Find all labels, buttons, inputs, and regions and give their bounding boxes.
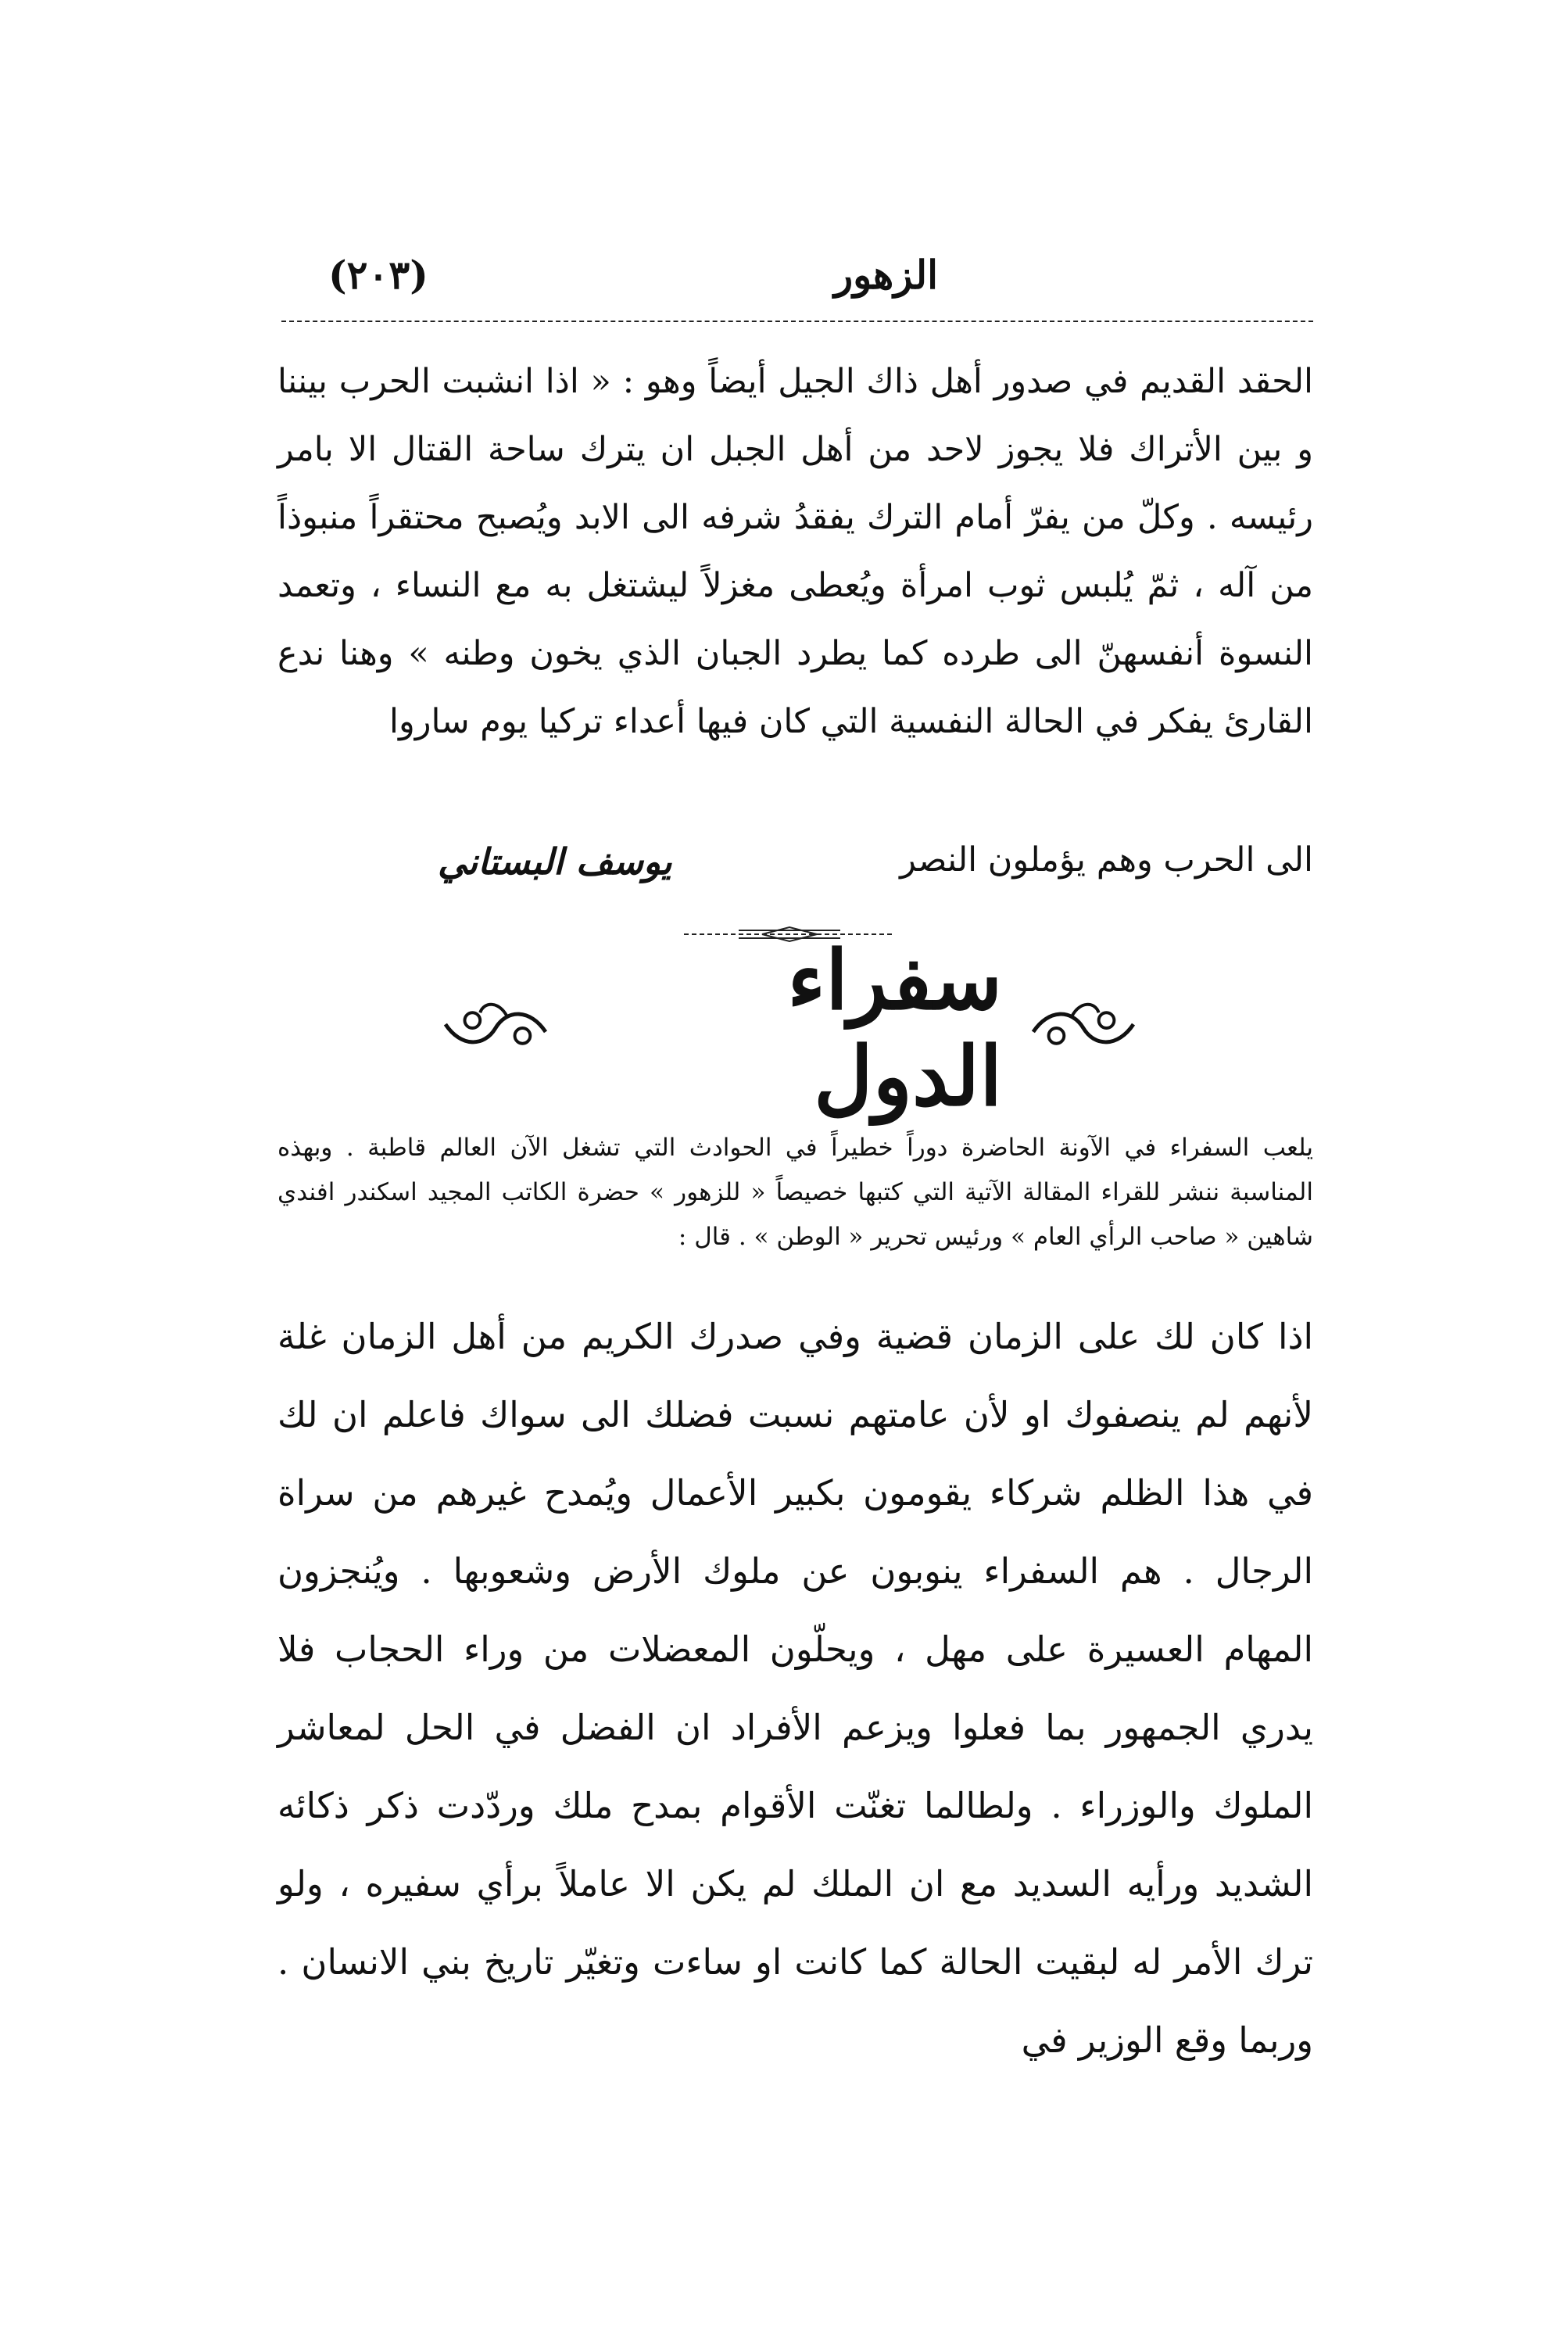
author-signature: يوسف البستاني <box>438 840 672 883</box>
closing-line <box>277 840 1313 911</box>
section-heading <box>438 932 1141 1124</box>
closing-text: الى الحرب وهم يؤملون النصر <box>900 840 1313 880</box>
section-title: سفراء الدول <box>787 932 1003 1124</box>
header-rule <box>281 321 1313 322</box>
body-paragraph-top: الحقد القديم في صدور أهل ذاك الجيل أيضاً وهو : « اذا انشبت الحرب بيننا و بين الأتراك فلا يجوز لاحد من أهل الجبل ان يترك ساحة القتال الا بامر رئيسه . وكلّ من يفرّ أمام الترك يفقدُ شرفه الى الابد ويُصبح محتقراً منبوذاً من آله ، ثمّ يُلبس ثوب امرأة ويُعطى مغزلاً ليشتغل به مع النساء ، وتعمد النسوة أنفسهنّ الى طرده كما يطرد الجبان الذي يخون وطنه » وهنا ندع القارئ يفكر في الحالة النفسية التي كان فيها أعداء تركيا يوم ساروا <box>277 362 1313 741</box>
editorial-intro: يلعب السفراء في الآونة الحاضرة دوراً خطيراً في الحوادث التي تشغل الآن العالم قاطبة . وبهذه المناسبة ننشر للقراء المقالة الآتية التي كتبها خصيصاً « للزهور » حضرة الكاتب المجيد اسكندر افندي شاهين « صاحب الرأي العام » ورئيس تحرير « الوطن » . قال : <box>277 1134 1313 1251</box>
journal-title: الزهور <box>833 252 938 298</box>
flourish-ornament-icon <box>1026 993 1141 1063</box>
running-header <box>281 252 1298 306</box>
article-body: اذا كان لك على الزمان قضية وفي صدرك الكريم من أهل الزمان غلة لأنهم لم ينصفوك او لأن عامتهم نسبت فضلك الى سواك فاعلم ان لك في هذا الظلم شركاء يقومون بكبير الأعمال ويُمدح غيرهم من سراة الرجال . هم السفراء ينوبون عن ملوك الأرض وشعوبها . ويُنجزون المهام العسيرة على مهل ، ويحلّون المعضلات من وراء الحجاب فلا يدري الجمهور بما فعلوا ويزعم الأفراد ان الفضل في الحل لمعاشر الملوك والوزراء . ولطالما تغنّت الأقوام بمدح ملك وردّدت ذكر ذكائه الشديد ورأيه السديد مع ان الملك لم يكن الا عاملاً برأي سفيره ، ولو ترك الأمر له لبقيت الحالة كما كانت او ساءت وتغيّر تاريخ بني الانسان . وربما وقع الوزير في <box>277 1316 1313 2061</box>
flourish-ornament-icon <box>438 993 553 1063</box>
page-number: (٢٠٣) <box>328 252 428 298</box>
